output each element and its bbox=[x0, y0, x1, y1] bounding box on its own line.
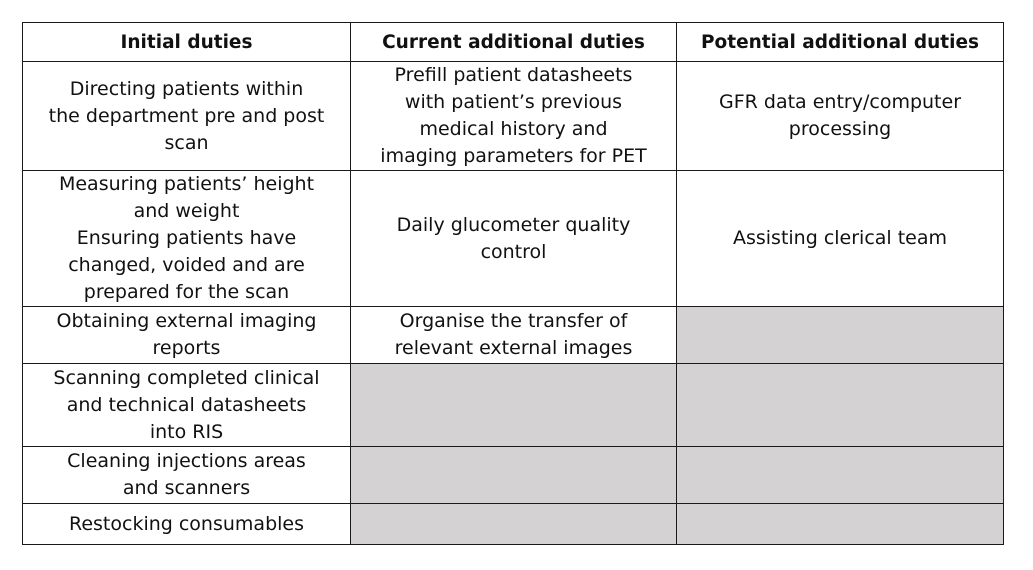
table-row bbox=[23, 171, 1004, 307]
cell-text-line: reports bbox=[152, 337, 221, 359]
table-row bbox=[23, 364, 1004, 447]
empty-cell bbox=[351, 504, 677, 545]
empty-cell bbox=[677, 364, 1004, 447]
header-initial-duties: Initial duties bbox=[23, 23, 351, 62]
cell-text-line: Restocking consumables bbox=[68, 512, 304, 535]
cell-text-line: the department pre and post bbox=[48, 104, 325, 127]
cell-text-line: Ensuring patients have bbox=[76, 227, 297, 249]
cell-current bbox=[351, 307, 677, 364]
cell-initial bbox=[23, 447, 351, 504]
cell-text-line: Measuring patients’ height bbox=[58, 173, 315, 195]
header-row bbox=[23, 23, 1004, 62]
table-row bbox=[23, 447, 1004, 504]
cell-initial bbox=[23, 364, 351, 447]
cell-text-line: relevant external images bbox=[394, 337, 633, 359]
cell-current bbox=[351, 171, 677, 307]
cell-text-line: Directing patients within bbox=[69, 77, 304, 100]
empty-cell bbox=[351, 364, 677, 447]
cell-text-line: Scanning completed clinical bbox=[53, 366, 320, 389]
cell-text-line: with patient’s previous bbox=[404, 91, 623, 113]
cell-text-line: Daily glucometer quality bbox=[396, 213, 631, 236]
table-row bbox=[23, 62, 1004, 171]
cell-text-line: prepared for the scan bbox=[83, 281, 290, 303]
cell-text-line: scan bbox=[164, 131, 209, 154]
cell-initial bbox=[23, 504, 351, 545]
empty-cell bbox=[677, 307, 1004, 364]
cell-initial bbox=[23, 171, 351, 307]
cell-text-line: Organise the transfer of bbox=[399, 310, 628, 332]
cell-text-line: Prefill patient datasheets bbox=[394, 64, 633, 86]
header-potential-additional-duties: Potential additional duties bbox=[677, 23, 1004, 62]
empty-cell bbox=[677, 447, 1004, 504]
cell-potential bbox=[677, 171, 1004, 307]
cell-text-line: Assisting clerical team bbox=[732, 227, 948, 249]
cell-text-line: Cleaning injections areas bbox=[67, 450, 306, 472]
cell-text-line: imaging parameters for PET bbox=[380, 145, 647, 167]
table-row bbox=[23, 307, 1004, 364]
table-row bbox=[23, 504, 1004, 545]
cell-text-line: Obtaining external imaging bbox=[56, 310, 317, 332]
cell-text-line: GFR data entry/computer bbox=[719, 91, 961, 113]
cell-initial bbox=[23, 62, 351, 171]
cell-text-line: medical history and bbox=[419, 118, 608, 140]
cell-text-line: and scanners bbox=[122, 477, 251, 499]
cell-current bbox=[351, 62, 677, 171]
cell-text-line: processing bbox=[788, 118, 892, 140]
empty-cell bbox=[351, 447, 677, 504]
cell-text-line: changed, voided and are bbox=[68, 254, 305, 276]
cell-text-line: into RIS bbox=[149, 420, 224, 443]
cell-text-line: control bbox=[480, 240, 547, 263]
duties-table bbox=[22, 22, 1004, 545]
cell-text-line: and weight bbox=[133, 200, 240, 222]
header-current-additional-duties: Current additional duties bbox=[351, 23, 677, 62]
cell-text-line: and technical datasheets bbox=[66, 393, 307, 416]
cell-initial bbox=[23, 307, 351, 364]
cell-potential bbox=[677, 62, 1004, 171]
empty-cell bbox=[677, 504, 1004, 545]
